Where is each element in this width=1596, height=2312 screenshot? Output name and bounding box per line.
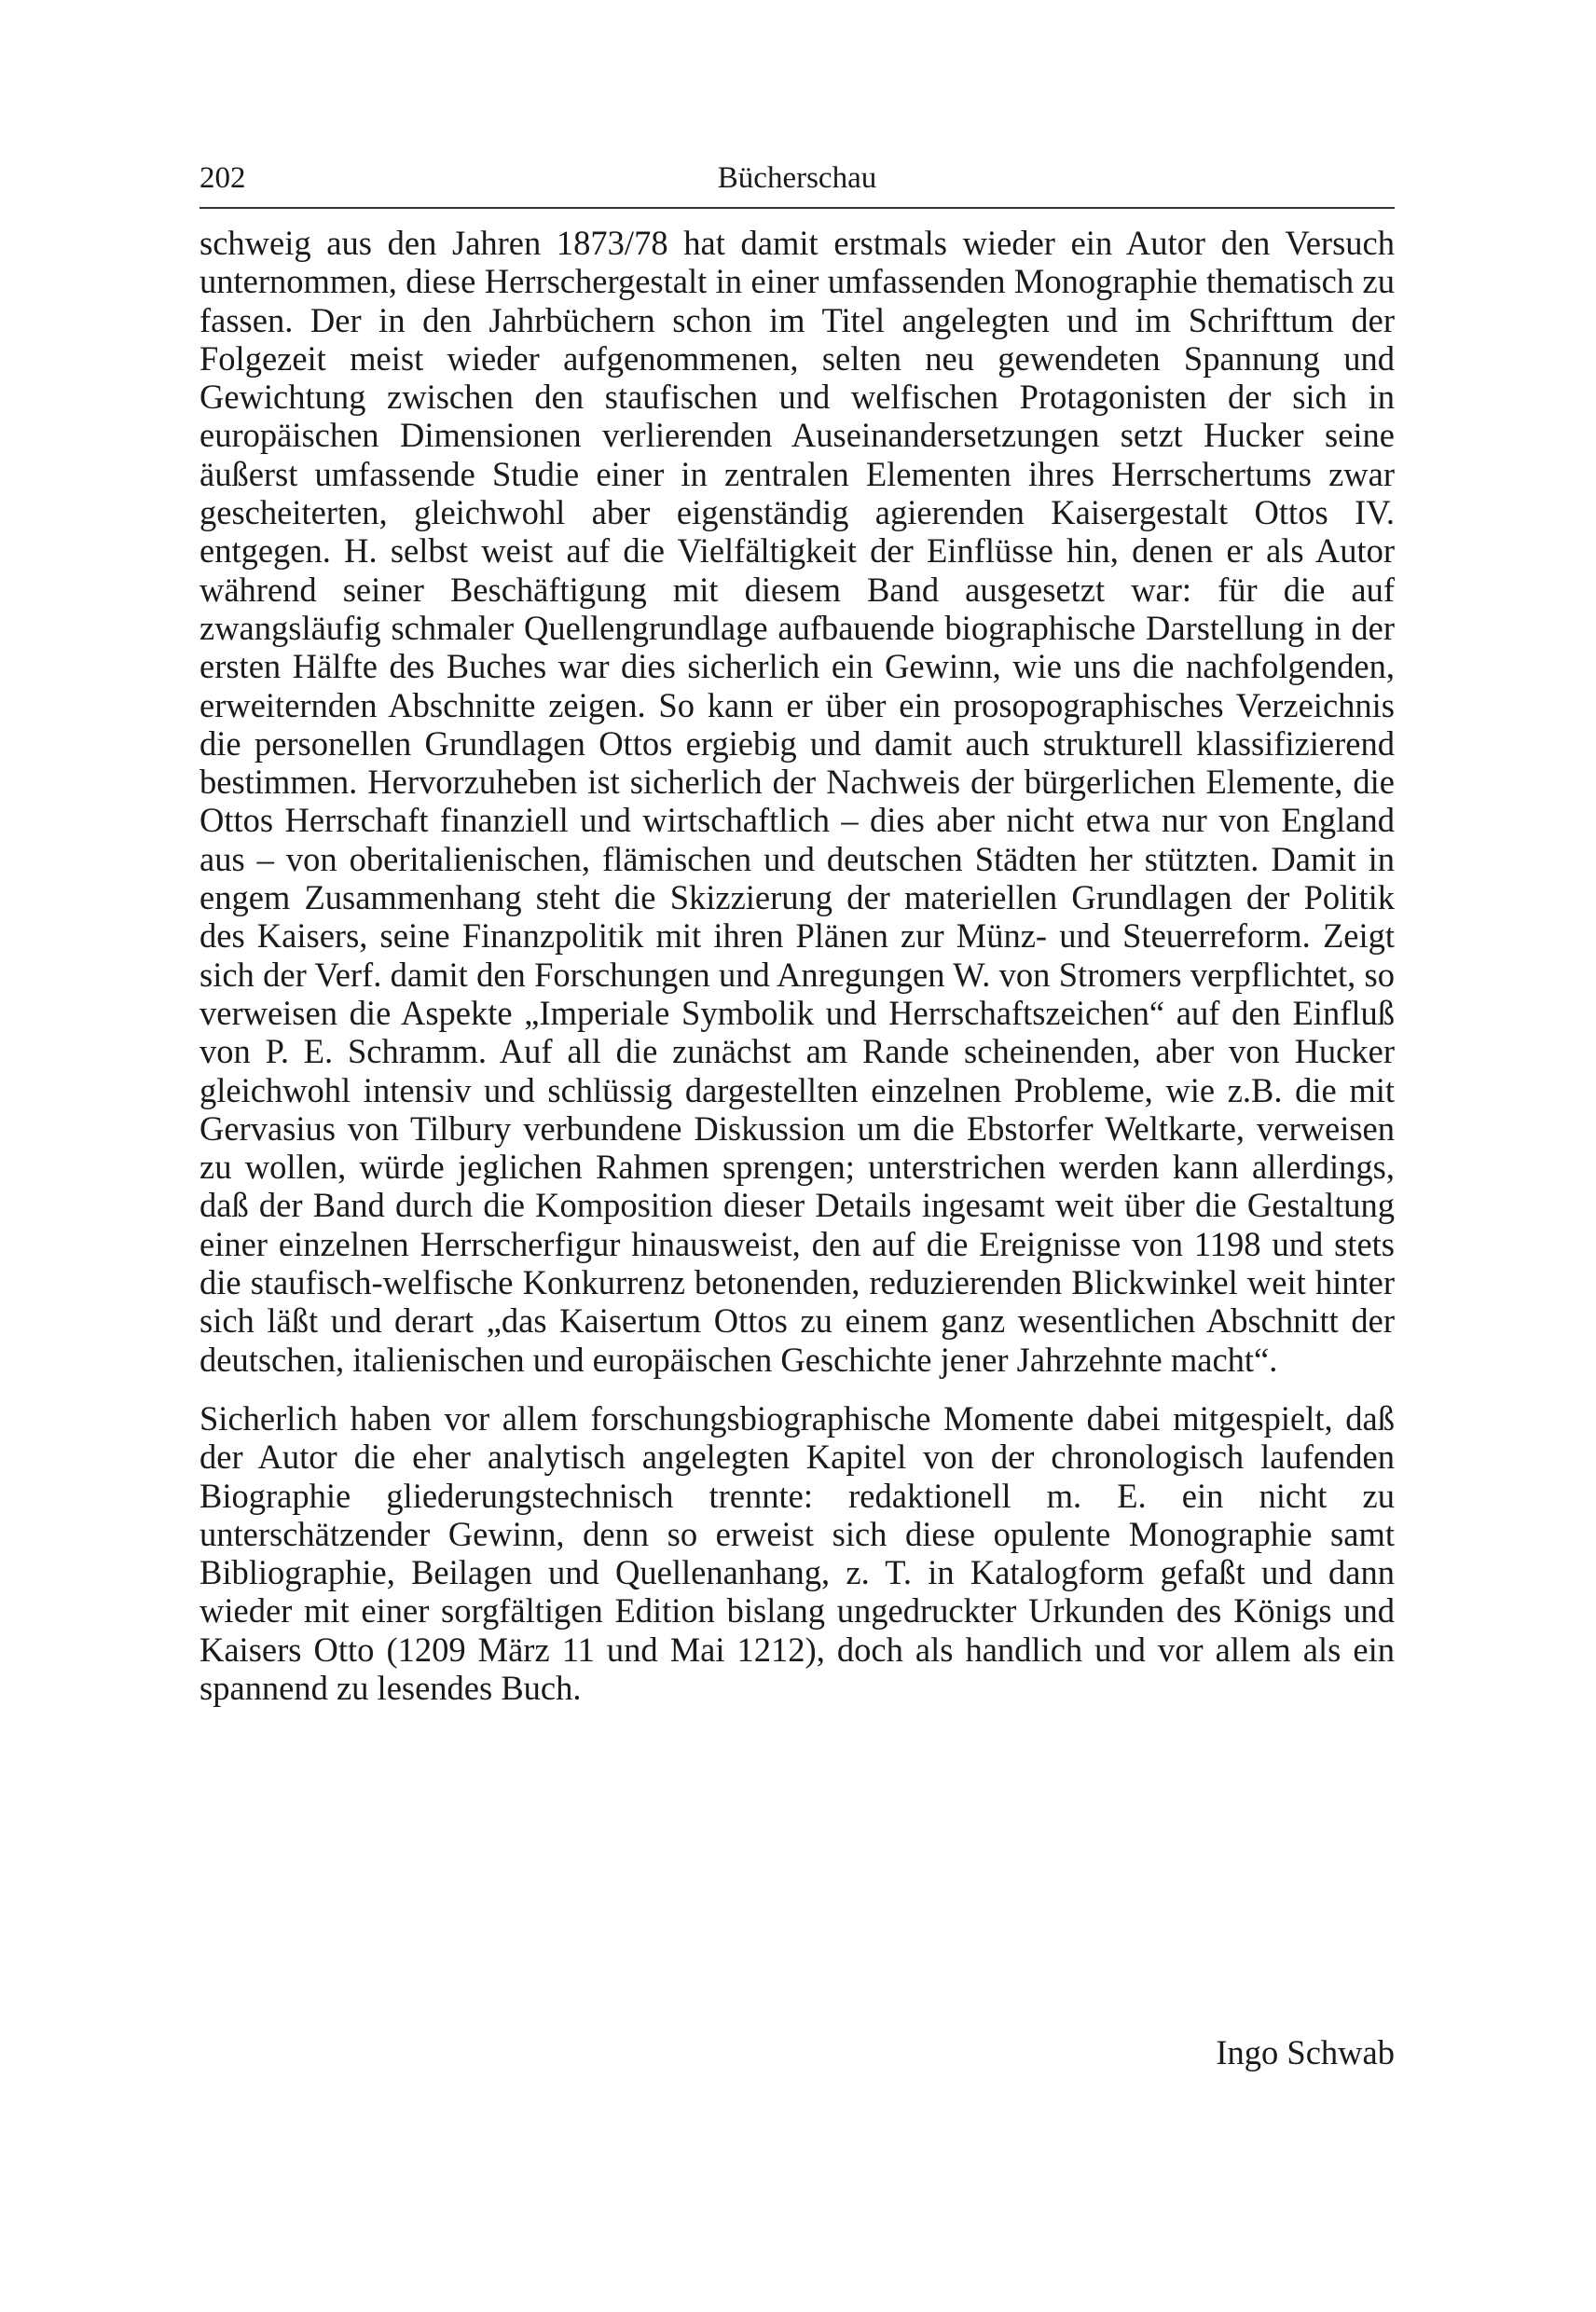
author-signature: Ingo Schwab	[1216, 2033, 1395, 2071]
page-header	[200, 155, 1395, 201]
paragraph-2: Sicherlich haben vor allem forschungsbiographische Momente dabei mitgespielt, daß der Autor die eher analytisch angelegten Kapitel von der chronologisch laufenden Biographie gliederungstechnisch trennte: redaktionell m. E. ein nicht zu unterschätzender Gewinn, denn so erweist sich diese opulente Monographie samt Bibliographie, Beilagen und Quellenanhang, z. T. in Katalogform gefaßt und dann wieder mit einer sorgfältigen Edition bislang ungedruckter Urkunden des Königs und Kaisers Otto (1209 März 11 und Mai 1212), doch als handlich und vor allem als ein spannend zu lesendes Buch.	[200, 1398, 1395, 1707]
running-title: Bücherschau	[717, 161, 877, 195]
page-number: 202	[200, 161, 246, 195]
review-body	[200, 224, 1395, 1707]
header-rule	[200, 207, 1395, 209]
paragraph-1: schweig aus den Jahren 1873/78 hat damit erstmals wieder ein Autor den Versuch unternommen, diese Herrschergestalt in einer umfassenden Monographie thematisch zu fassen. Der in den Jahrbüchern schon im Titel angelegten und im Schrifttum der Folgezeit meist wieder aufgenommenen, selten neu gewendeten Spannung und Gewichtung zwischen den staufischen und welfischen Protagonisten der sich in europäischen Dimensionen verlierenden Auseinandersetzungen setzt Hucker seine äußerst umfassende Studie einer in zentralen Elementen ihres Herrschertums zwar gescheiterten, gleichwohl aber eigenständig agierenden Kaisergestalt Ottos IV. entgegen. H. selbst weist auf die Vielfältigkeit der Einflüsse hin, denen er als Autor während seiner Beschäftigung mit diesem Band ausgesetzt war: für die auf zwangsläufig schmaler Quellengrundlage aufbauende biographische Darstellung in der ersten Hälfte des Buches war dies sicherlich ein Gewinn, wie uns die nachfolgenden, erweiternden Abschnitte zeigen. So kann er über ein prosopographisches Verzeichnis die personellen Grundlagen Ottos ergiebig und damit auch strukturell klassifizierend bestimmen. Hervorzuheben ist sicherlich der Nachweis der bürgerlichen Elemente, die Ottos Herrschaft finanziell und wirtschaftlich – dies aber nicht etwa nur von England aus – von oberitalienischen, flämischen und deutschen Städten her stützten. Damit in engem Zusammenhang steht die Skizzierung der materiellen Grundlagen der Politik des Kaisers, seine Finanzpolitik mit ihren Plänen zur Münz- und Steuerreform. Zeigt sich der Verf. damit den Forschungen und Anregungen W. von Stromers verpflichtet, so verweisen die Aspekte „Imperiale Symbolik und Herrschaftszeichen“ auf den Einfluß von P. E. Schramm. Auf all die zunächst am Rande scheinenden, aber von Hucker gleichwohl intensiv und schlüssig dargestellten einzelnen Probleme, wie z.B. die mit Gervasius von Tilbury verbundene Diskussion um die Ebstorfer Weltkarte, verweisen zu wollen, würde jeglichen Rahmen sprengen; unterstrichen werden kann allerdings, daß der Band durch die Komposition dieser Details ingesamt weit über die Gestaltung einer einzelnen Herrscherfigur hinausweist, den auf die Ereignisse von 1198 und stets die staufisch-welfische Konkurrenz betonenden, reduzierenden Blickwinkel weit hinter sich läßt und derart „das Kaisertum Ottos zu einem ganz wesentlichen Abschnitt der deutschen, italienischen und europäischen Geschichte jener Jahrzehnte macht“.	[200, 224, 1395, 1379]
